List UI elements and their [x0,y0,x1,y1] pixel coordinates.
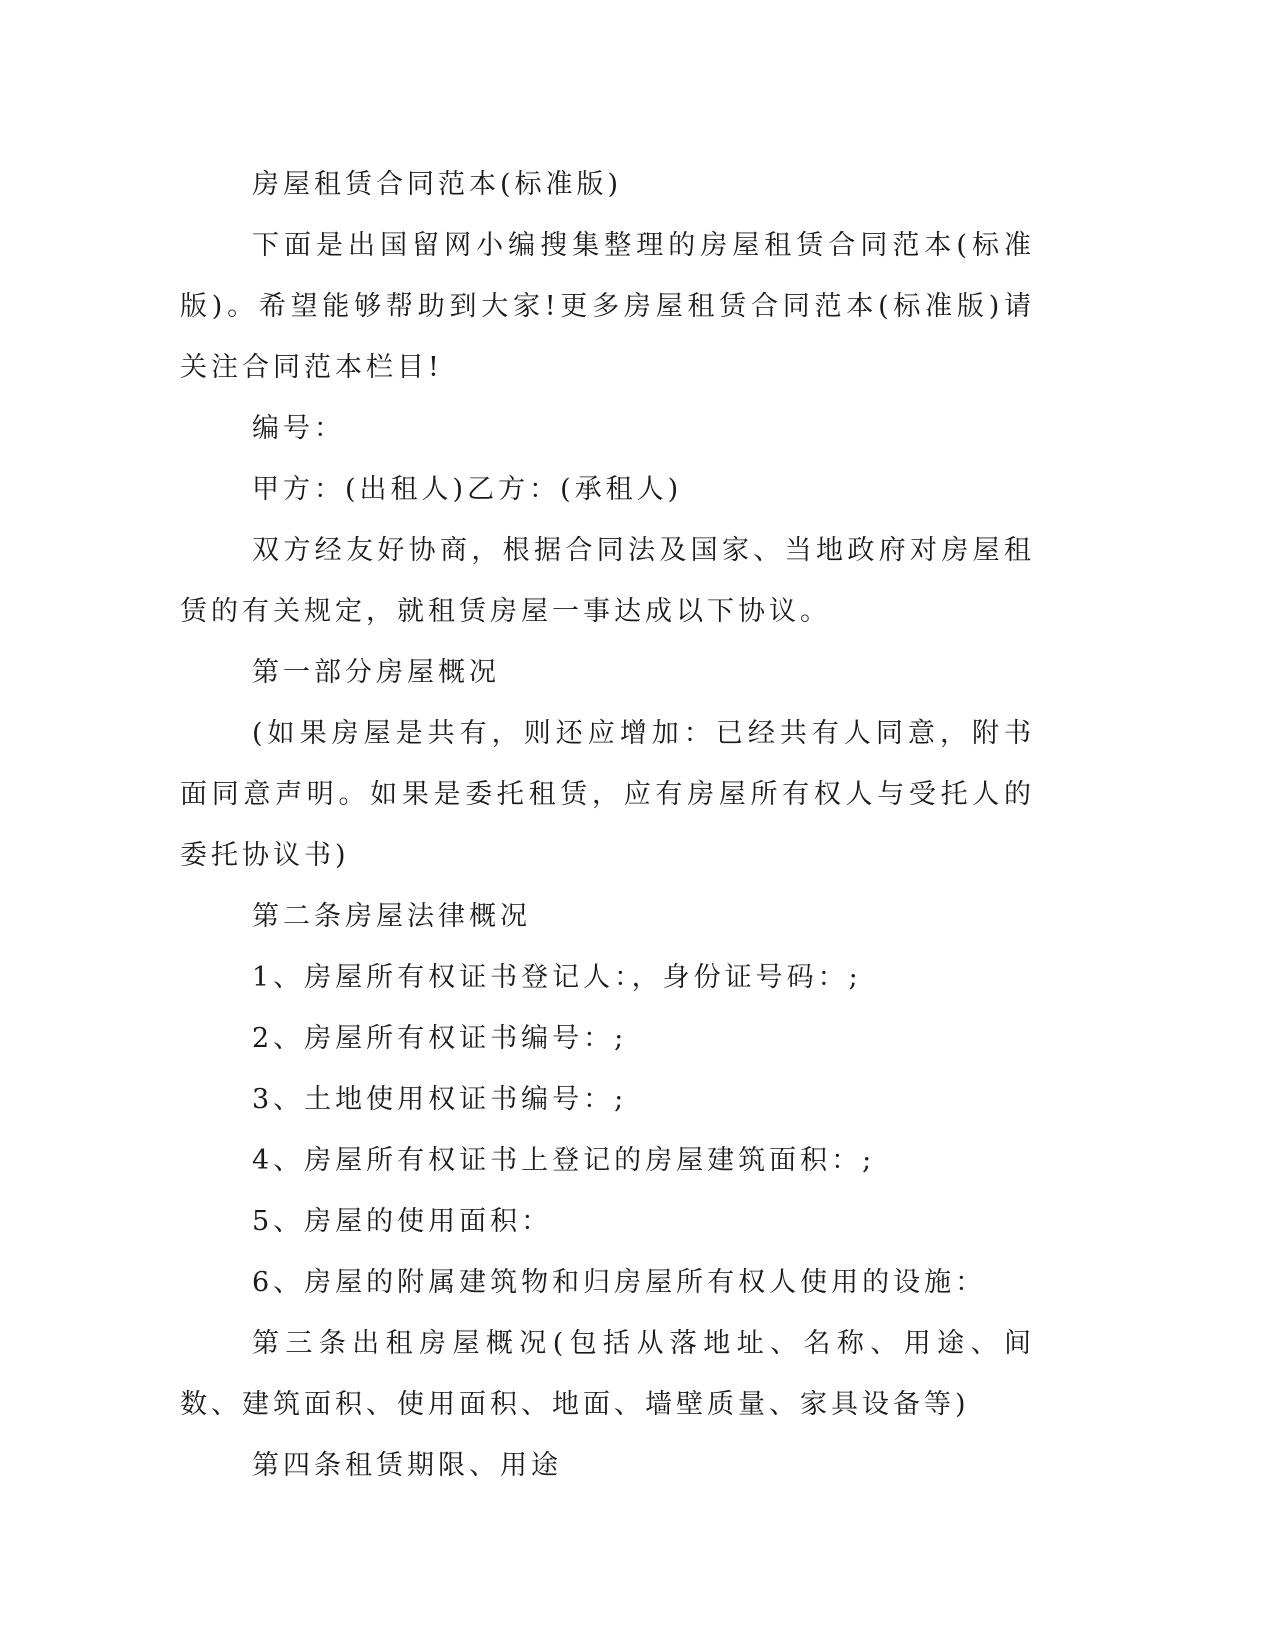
document-title: 房屋租赁合同范本(标准版) [252,169,623,200]
contract-number-label: 编号： [252,413,345,444]
article2-item: 6、房屋的附属建筑物和归房屋所有权人使用的设施： [252,1267,987,1298]
document-body [180,154,1035,1496]
article2-heading: 第二条房屋法律概况 [252,901,531,932]
part1-heading: 第一部分房屋概况 [252,657,500,688]
article2-item: 3、土地使用权证书编号：; [252,1084,628,1115]
article2-item: 5、房屋的使用面积： [252,1206,553,1237]
article2-item: 1、房屋所有权证书登记人：，身份证号码：; [252,962,862,993]
preamble-paragraph: 双方经友好协商，根据合同法及国家、当地政府对房屋租赁的有关规定，就租赁房屋一事达成以下协议。 [180,535,1035,627]
part1-note: (如果房屋是共有，则还应增加：已经共有人同意，附书面同意声明。如果是委托租赁，应有房屋所有权人与受托人的委托协议书) [180,718,1035,871]
article2-item: 4、房屋所有权证书上登记的房屋建筑面积：; [252,1145,876,1176]
article2-item: 2、房屋所有权证书编号：; [252,1023,628,1054]
article3-paragraph: 第三条出租房屋概况(包括从落地址、名称、用途、间数、建筑面积、使用面积、地面、墙壁质量、家具设备等) [180,1328,1035,1420]
parties-line: 甲方：(出租人)乙方：(承租人) [252,474,683,505]
intro-paragraph: 下面是出国留网小编搜集整理的房屋租赁合同范本(标准版)。希望能够帮助到大家!更多房屋租赁合同范本(标准版)请关注合同范本栏目! [180,230,1035,383]
article4-heading: 第四条租赁期限、用途 [252,1450,562,1481]
